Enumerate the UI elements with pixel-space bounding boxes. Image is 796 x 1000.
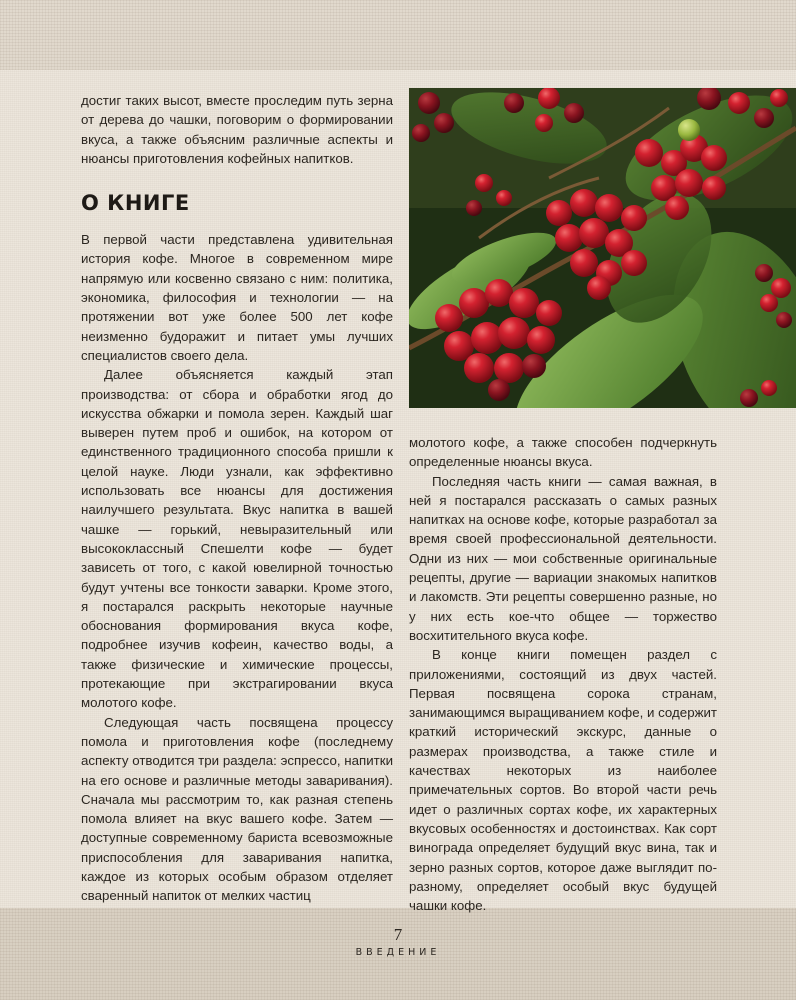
right-column: [409, 433, 717, 915]
intro-paragraph: достиг таких высот, вместе проследим путь зерна от дерева до чашки, поговорим о формировании вкуса, а также объясним различные аспекты и нюансы приготовления кофейных напитков.: [81, 93, 393, 166]
section-label: ВВЕДЕНИЕ: [355, 947, 441, 958]
body-paragraph: В первой части представлена удивительная история кофе. Многое в современном мире напрямую или косвенно связано с ним: политика, экономика, философия и технологии — на протяжении вот уже более 500 лет кофе неизменно будоражит и питает умы лучших специалистов своего дела.: [81, 232, 393, 363]
body-paragraph: Следующая часть посвящена процессу помола и приготовления кофе (последнему аспекту отводится три раздела: эспрессо, напитки на его основе и различные методы заваривания). Сначала мы рассмотрим то, как разная степень помола влияет на вкус вашего кофе. Затем — доступные современному баристa всевозможные приспособления для заваривания напитка, каждое из которых особым образом отделяет сваренный напиток от мелких частиц: [81, 714, 393, 904]
section-heading: О КНИГЕ: [81, 191, 190, 216]
body-paragraph: молотого кофе, а также способен подчеркнуть определенные нюансы вкуса.: [409, 435, 717, 470]
coffee-berries-photo: [409, 88, 796, 408]
body-paragraph: В конце книги помещен раздел с приложениями, состоящий из двух частей. Первая посвящена сорока странам, занимающимся выращиванием кофе, и содержит краткий исторический экскурс, данные о размерах производства, а также стиле и качествах некоторых из наиболее примечательных сортов. Во второй части речь идет о различных сортах кофе, их характерных вкусовых особенностях и достоинствах. Как сорт винограда определяет будущий вкус вина, так и зерно разных сортов, которое даже выглядит по-разному, определяет особый вкус будущей чашки кофе.: [409, 647, 717, 914]
page-number: 7: [393, 925, 403, 944]
body-paragraph: Далее объясняется каждый этап производства: от сбора и обработки ягод до искусства обжарки и помола зерен. Каждый шаг выверен путем проб и ошибок, на котором от единственного традиционного способа пришли к целой науке. Люди узнали, как эффективно использовать все нюансы для достижения наилучшего результата. Вкус напитка в вашей чашке — горький, невыразительный или высококлассный Спешелти кофе — будет зависеть от того, с какой ювелирной точностью будут учтены все тонкости заварки. Кроме этого, я постарался раскрыть некоторые научные обоснования формирования вкуса кофе, подробнее изучив кофеин, качество воды, а также физические и химические процессы, протекающие при экстрагировании вкуса молотого кофе.: [81, 367, 393, 711]
body-paragraph: Последняя часть книги — самая важная, в ней я постарался рассказать о самых разных напитках на основе кофе, которые разработал за время своей профессиональной деятельности. Одни из них — мои собственные оригинальные рецепты, другие — вариации знакомых напитков и лакомств. Эти рецепты совершенно разные, но у них есть кое-что общее — торжество восхитительного вкуса кофе.: [409, 473, 717, 643]
left-column: [81, 91, 393, 906]
